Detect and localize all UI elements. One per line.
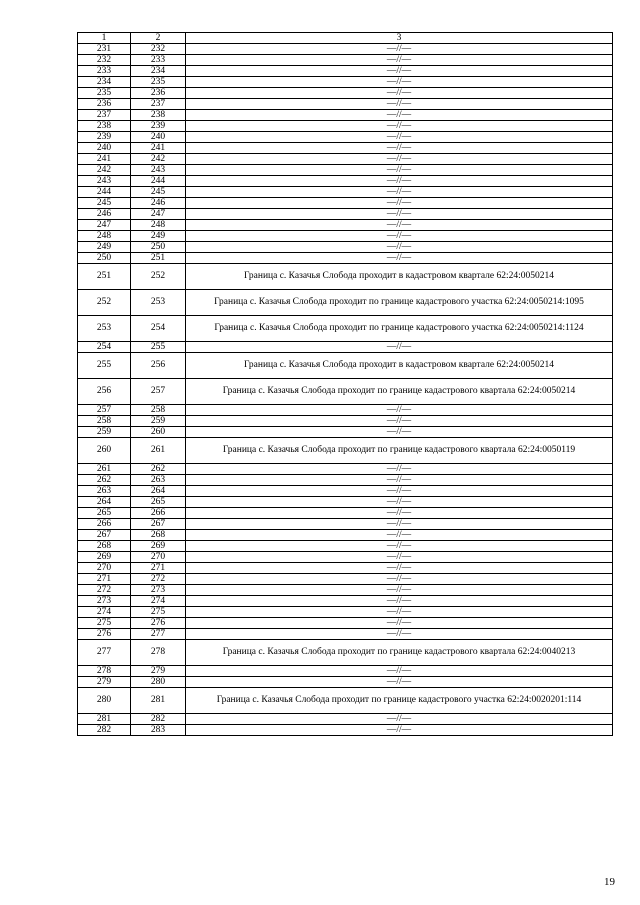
point-to-cell: 281 xyxy=(131,688,186,714)
description-cell: Граница с. Казачья Слобода проходит по границе кадастрового участка 62:24:0050214:1124 xyxy=(186,316,613,342)
table-row xyxy=(78,688,613,714)
point-to-cell: 253 xyxy=(131,290,186,316)
point-to-cell: 238 xyxy=(131,110,186,121)
table-row xyxy=(78,44,613,55)
point-from-cell: 261 xyxy=(78,464,131,475)
table-row xyxy=(78,121,613,132)
point-to-cell: 252 xyxy=(131,264,186,290)
point-to-cell: 244 xyxy=(131,176,186,187)
point-to-cell: 240 xyxy=(131,132,186,143)
description-cell: —//— xyxy=(186,121,613,132)
description-cell: —//— xyxy=(186,563,613,574)
point-from-cell: 273 xyxy=(78,596,131,607)
table-row xyxy=(78,154,613,165)
description-cell: —//— xyxy=(186,508,613,519)
table-row xyxy=(78,438,613,464)
description-cell: —//— xyxy=(186,44,613,55)
description-cell: Граница с. Казачья Слобода проходит по границе кадастрового квартала 62:24:0040213 xyxy=(186,640,613,666)
table-row xyxy=(78,574,613,585)
page-number: 19 xyxy=(604,876,615,888)
point-from-cell: 250 xyxy=(78,253,131,264)
point-from-cell: 257 xyxy=(78,405,131,416)
point-from-cell: 279 xyxy=(78,677,131,688)
description-cell: —//— xyxy=(186,666,613,677)
point-from-cell: 259 xyxy=(78,427,131,438)
point-to-cell: 276 xyxy=(131,618,186,629)
point-from-cell: 272 xyxy=(78,585,131,596)
table-row xyxy=(78,110,613,121)
description-cell: Граница с. Казачья Слобода проходит по границе кадастрового участка 62:24:0020201:114 xyxy=(186,688,613,714)
point-to-cell: 242 xyxy=(131,154,186,165)
table-row xyxy=(78,176,613,187)
description-cell: —//— xyxy=(186,725,613,736)
table-row xyxy=(78,342,613,353)
description-cell: —//— xyxy=(186,475,613,486)
point-from-cell: 251 xyxy=(78,264,131,290)
point-from-cell: 253 xyxy=(78,316,131,342)
point-to-cell: 251 xyxy=(131,253,186,264)
point-from-cell: 242 xyxy=(78,165,131,176)
description-cell: —//— xyxy=(186,607,613,618)
description-cell: —//— xyxy=(186,209,613,220)
point-to-cell: 259 xyxy=(131,416,186,427)
description-cell: —//— xyxy=(186,176,613,187)
point-from-cell: 274 xyxy=(78,607,131,618)
table-row xyxy=(78,618,613,629)
description-cell: —//— xyxy=(186,714,613,725)
point-from-cell: 240 xyxy=(78,143,131,154)
point-to-cell: 258 xyxy=(131,405,186,416)
point-from-cell: 249 xyxy=(78,242,131,253)
description-cell: —//— xyxy=(186,99,613,110)
point-from-cell: 282 xyxy=(78,725,131,736)
point-to-cell: 272 xyxy=(131,574,186,585)
description-cell: —//— xyxy=(186,596,613,607)
description-cell: —//— xyxy=(186,242,613,253)
point-from-cell: 270 xyxy=(78,563,131,574)
description-cell: Граница с. Казачья Слобода проходит по границе кадастрового квартала 62:24:0050214 xyxy=(186,379,613,405)
description-cell: —//— xyxy=(186,55,613,66)
point-from-cell: 247 xyxy=(78,220,131,231)
description-cell: —//— xyxy=(186,253,613,264)
point-to-cell: 245 xyxy=(131,187,186,198)
table-row xyxy=(78,519,613,530)
point-to-cell: 232 xyxy=(131,44,186,55)
table-row xyxy=(78,99,613,110)
point-to-cell: 275 xyxy=(131,607,186,618)
point-to-cell: 243 xyxy=(131,165,186,176)
table-row xyxy=(78,290,613,316)
point-from-cell: 256 xyxy=(78,379,131,405)
point-from-cell: 255 xyxy=(78,353,131,379)
point-to-cell: 248 xyxy=(131,220,186,231)
point-from-cell: 258 xyxy=(78,416,131,427)
point-to-cell: 265 xyxy=(131,497,186,508)
description-cell: —//— xyxy=(186,220,613,231)
description-cell: —//— xyxy=(186,405,613,416)
point-to-cell: 234 xyxy=(131,66,186,77)
point-from-cell: 236 xyxy=(78,99,131,110)
table-row xyxy=(78,231,613,242)
point-to-cell: 246 xyxy=(131,198,186,209)
description-cell: —//— xyxy=(186,486,613,497)
point-to-cell: 266 xyxy=(131,508,186,519)
point-to-cell: 273 xyxy=(131,585,186,596)
point-from-cell: 252 xyxy=(78,290,131,316)
table-header-row xyxy=(78,33,613,44)
description-cell: —//— xyxy=(186,416,613,427)
table-row xyxy=(78,220,613,231)
point-to-cell: 239 xyxy=(131,121,186,132)
point-from-cell: 265 xyxy=(78,508,131,519)
description-cell: Граница с. Казачья Слобода проходит по границе кадастрового квартала 62:24:0050119 xyxy=(186,438,613,464)
boundary-points-table xyxy=(77,32,613,736)
point-to-cell: 264 xyxy=(131,486,186,497)
table-row xyxy=(78,666,613,677)
point-to-cell: 278 xyxy=(131,640,186,666)
point-from-cell: 248 xyxy=(78,231,131,242)
table-row xyxy=(78,552,613,563)
table-row xyxy=(78,264,613,290)
point-from-cell: 246 xyxy=(78,209,131,220)
table-row xyxy=(78,596,613,607)
point-to-cell: 256 xyxy=(131,353,186,379)
description-cell: —//— xyxy=(186,165,613,176)
point-from-cell: 264 xyxy=(78,497,131,508)
point-to-cell: 274 xyxy=(131,596,186,607)
description-cell: Граница с. Казачья Слобода проходит по границе кадастрового участка 62:24:0050214:1095 xyxy=(186,290,613,316)
point-from-cell: 263 xyxy=(78,486,131,497)
table-row xyxy=(78,253,613,264)
table-row xyxy=(78,725,613,736)
point-from-cell: 268 xyxy=(78,541,131,552)
point-to-cell: 283 xyxy=(131,725,186,736)
point-to-cell: 270 xyxy=(131,552,186,563)
point-from-cell: 262 xyxy=(78,475,131,486)
point-from-cell: 281 xyxy=(78,714,131,725)
point-to-cell: 250 xyxy=(131,242,186,253)
point-from-cell: 234 xyxy=(78,77,131,88)
point-to-cell: 262 xyxy=(131,464,186,475)
table-row xyxy=(78,629,613,640)
table-row xyxy=(78,475,613,486)
description-cell: Граница с. Казачья Слобода проходит в кадастровом квартале 62:24:0050214 xyxy=(186,353,613,379)
point-to-cell: 235 xyxy=(131,77,186,88)
description-cell: —//— xyxy=(186,519,613,530)
table-row xyxy=(78,55,613,66)
description-cell: —//— xyxy=(186,132,613,143)
point-to-cell: 267 xyxy=(131,519,186,530)
table-row xyxy=(78,486,613,497)
point-to-cell: 236 xyxy=(131,88,186,99)
table-row xyxy=(78,530,613,541)
point-from-cell: 237 xyxy=(78,110,131,121)
description-cell: —//— xyxy=(186,618,613,629)
table-row xyxy=(78,187,613,198)
table-row xyxy=(78,714,613,725)
table-row xyxy=(78,585,613,596)
table-row xyxy=(78,209,613,220)
point-from-cell: 266 xyxy=(78,519,131,530)
table-row xyxy=(78,132,613,143)
point-from-cell: 235 xyxy=(78,88,131,99)
point-from-cell: 271 xyxy=(78,574,131,585)
description-cell: —//— xyxy=(186,585,613,596)
point-to-cell: 260 xyxy=(131,427,186,438)
point-to-cell: 279 xyxy=(131,666,186,677)
description-cell: —//— xyxy=(186,198,613,209)
table-row xyxy=(78,497,613,508)
description-cell: —//— xyxy=(186,66,613,77)
table-row xyxy=(78,198,613,209)
point-from-cell: 243 xyxy=(78,176,131,187)
description-cell: —//— xyxy=(186,541,613,552)
point-to-cell: 282 xyxy=(131,714,186,725)
point-to-cell: 280 xyxy=(131,677,186,688)
table-row xyxy=(78,379,613,405)
table-row xyxy=(78,640,613,666)
point-from-cell: 260 xyxy=(78,438,131,464)
point-from-cell: 232 xyxy=(78,55,131,66)
point-from-cell: 280 xyxy=(78,688,131,714)
point-from-cell: 267 xyxy=(78,530,131,541)
table-row xyxy=(78,143,613,154)
point-to-cell: 261 xyxy=(131,438,186,464)
table-row xyxy=(78,541,613,552)
description-cell: —//— xyxy=(186,110,613,121)
table-row xyxy=(78,427,613,438)
point-to-cell: 247 xyxy=(131,209,186,220)
point-from-cell: 254 xyxy=(78,342,131,353)
column-header-2: 2 xyxy=(131,33,186,44)
table-row xyxy=(78,316,613,342)
point-to-cell: 271 xyxy=(131,563,186,574)
point-from-cell: 244 xyxy=(78,187,131,198)
description-cell: —//— xyxy=(186,143,613,154)
description-cell: —//— xyxy=(186,497,613,508)
table-row xyxy=(78,508,613,519)
table-row xyxy=(78,66,613,77)
point-to-cell: 249 xyxy=(131,231,186,242)
description-cell: —//— xyxy=(186,552,613,563)
point-from-cell: 278 xyxy=(78,666,131,677)
point-from-cell: 231 xyxy=(78,44,131,55)
description-cell: —//— xyxy=(186,342,613,353)
point-from-cell: 277 xyxy=(78,640,131,666)
point-to-cell: 255 xyxy=(131,342,186,353)
description-cell: Граница с. Казачья Слобода проходит в кадастровом квартале 62:24:0050214 xyxy=(186,264,613,290)
description-cell: —//— xyxy=(186,427,613,438)
point-from-cell: 275 xyxy=(78,618,131,629)
point-to-cell: 269 xyxy=(131,541,186,552)
description-cell: —//— xyxy=(186,231,613,242)
point-from-cell: 233 xyxy=(78,66,131,77)
column-header-3: 3 xyxy=(186,33,613,44)
table-row xyxy=(78,165,613,176)
point-to-cell: 268 xyxy=(131,530,186,541)
point-from-cell: 245 xyxy=(78,198,131,209)
table-row xyxy=(78,416,613,427)
point-from-cell: 269 xyxy=(78,552,131,563)
description-cell: —//— xyxy=(186,88,613,99)
description-cell: —//— xyxy=(186,187,613,198)
description-cell: —//— xyxy=(186,574,613,585)
description-cell: —//— xyxy=(186,629,613,640)
point-to-cell: 233 xyxy=(131,55,186,66)
table-row xyxy=(78,88,613,99)
table-row xyxy=(78,77,613,88)
table-row xyxy=(78,464,613,475)
description-cell: —//— xyxy=(186,464,613,475)
table-row xyxy=(78,242,613,253)
point-to-cell: 237 xyxy=(131,99,186,110)
description-cell: —//— xyxy=(186,154,613,165)
point-to-cell: 241 xyxy=(131,143,186,154)
description-cell: —//— xyxy=(186,677,613,688)
point-to-cell: 263 xyxy=(131,475,186,486)
point-to-cell: 257 xyxy=(131,379,186,405)
point-to-cell: 254 xyxy=(131,316,186,342)
description-cell: —//— xyxy=(186,530,613,541)
point-from-cell: 276 xyxy=(78,629,131,640)
table-row xyxy=(78,677,613,688)
table-row xyxy=(78,353,613,379)
table-row xyxy=(78,405,613,416)
point-from-cell: 238 xyxy=(78,121,131,132)
table-row xyxy=(78,563,613,574)
point-from-cell: 241 xyxy=(78,154,131,165)
column-header-1: 1 xyxy=(78,33,131,44)
description-cell: —//— xyxy=(186,77,613,88)
point-from-cell: 239 xyxy=(78,132,131,143)
table-row xyxy=(78,607,613,618)
point-to-cell: 277 xyxy=(131,629,186,640)
